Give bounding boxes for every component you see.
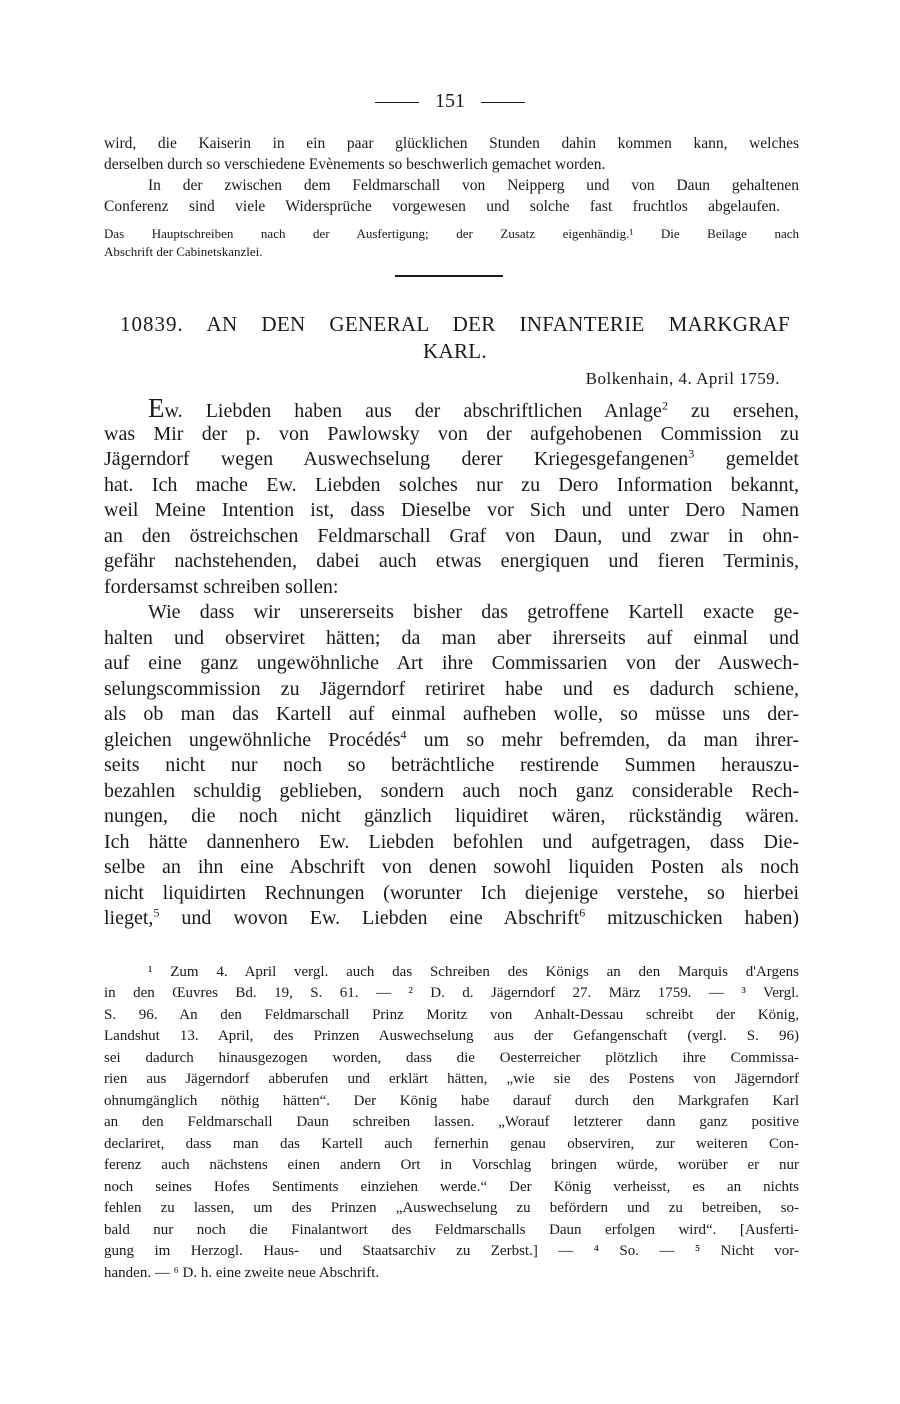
body-line: gefähr nachstehenden, dabei auch etwas energiquen und fieren Terminis, (104, 550, 799, 572)
body-line: auf eine ganz ungewöhnliche Art ihre Commissarien von der Auswech- (104, 652, 799, 674)
footnote-line: handen. — ⁶ D. h. eine zweite neue Abschrift. (104, 1265, 380, 1281)
top-line: wird, die Kaiserin in ein paar glücklichen Stunden dahin kommen kann, welches (104, 135, 799, 152)
body-line (104, 906, 799, 932)
footnote-line: ohnumgänglich nöthig hätten“. Der König habe darauf durch den Markgrafen Karl (104, 1093, 799, 1109)
body-text-span: mitzuschicken haben) (607, 907, 800, 929)
body-line: Wie dass wir unsererseits bisher das getroffene Kartell exacte ge- (148, 601, 799, 623)
footnote-line: ¹ Zum 4. April vergl. auch das Schreiben des Königs an den Marquis d'Argens (148, 964, 799, 980)
header-dash-left (375, 102, 419, 103)
body-line: fordersamst schreiben sollen: (104, 576, 339, 598)
body-text-span: Jägerndorf wegen Auswechselung derer Kriegesgefangenen (104, 448, 689, 470)
body-line (104, 728, 799, 754)
body-line: selbe an ihn eine Abschrift von denen sowohl liquiden Posten als noch (104, 856, 799, 878)
body-line: bezahlen schuldig geblieben, sondern auch noch ganz considerable Rech- (104, 780, 799, 802)
body-line: hat. Ich mache Ew. Liebden solches nur zu Dero Information bekannt, (104, 474, 799, 496)
drop-cap: E (148, 393, 165, 423)
body-line: an den östreichschen Feldmarschall Graf von Daun, und zwar in ohn- (104, 525, 799, 547)
letter-heading (120, 311, 790, 338)
body-text-span: w. Liebden haben aus der abschriftlichen Anlage (164, 400, 662, 422)
body-text-span: lieget, (104, 907, 154, 929)
footnote-ref: 2 (661, 398, 668, 413)
body-line: was Mir der p. von Pawlowsky von der aufgehobenen Commission zu (104, 423, 799, 445)
footnote-ref: 5 (153, 905, 160, 920)
place-date: Bolkenhain, 4. April 1759. (585, 369, 780, 388)
footnote-line: in den Œuvres Bd. 19, S. 61. — ² D. d. Jägerndorf 27. März 1759. — ³ Vergl. (104, 985, 799, 1001)
footnote-line: ferenz auch nächstens einen andern Ort in Vorschlag bringen würde, worüber er nur (104, 1157, 799, 1173)
top-line: Conferenz sind viele Widersprüche vorgewesen und solche fast fruchtlos abgelaufen. (104, 198, 780, 215)
provenance-note: Abschrift der Cabinetskanzlei. (104, 244, 263, 259)
body-line: weil Meine Intention ist, dass Dieselbe vor Sich und unter Dero Namen (104, 499, 799, 521)
letter-heading-line2: KARL. (423, 339, 487, 363)
footnote-line: an den Feldmarschall Daun schreiben lassen. „Worauf letzterer dann ganz positive (104, 1114, 799, 1130)
letter-number: 10839. (120, 312, 184, 336)
footnote-line: noch seines Hofes Sentiments einziehen werde.“ Der König verheisst, es an nichts (104, 1179, 799, 1195)
footnote-line: rien aus Jägerndorf abberufen und erklärt hätten, „wie sie des Postens von Jägerndorf (104, 1071, 799, 1087)
body-line (104, 447, 799, 473)
top-line: derselben durch so verschiedene Evènements so beschwerlich gemachet worden. (104, 156, 606, 173)
body-line: selungscommission zu Jägerndorf retiriret habe und es dadurch schiene, (104, 678, 799, 700)
body-line: seits nicht nur noch so beträchtliche restirende Summen herauszu- (104, 754, 799, 776)
body-line: als ob man das Kartell auf einmal aufheben wolle, so müsse uns der- (104, 703, 799, 725)
section-divider (395, 275, 503, 277)
footnote-line: fehlen zu lassen, um des Prinzen „Auswechselung zu befördern und zu betreiben, so- (104, 1200, 799, 1216)
body-line: Ich hätte dannenhero Ew. Liebden befohlen und aufgetragen, dass Die- (104, 831, 799, 853)
page-number-header (0, 88, 900, 114)
body-line: nungen, die noch nicht gänzlich liquidiret wären, rückständig wären. (104, 805, 799, 827)
footnote-ref: 3 (688, 446, 695, 461)
header-dash-right (481, 102, 525, 103)
page-number: 151 (435, 90, 465, 112)
footnote-line: bald nur noch die Finalantwort des Feldmarschalls Daun erfolgen wird“. [Ausferti- (104, 1222, 799, 1238)
body-text-span: und wovon Ew. Liebden eine Abschrift (181, 907, 580, 929)
body-text-span: zu ersehen, (691, 400, 800, 422)
footnote-ref: 4 (400, 727, 407, 742)
footnote-line: Landshut 13. April, des Prinzen Auswechselung aus der Gefangenschaft (vergl. S. 96) (104, 1028, 799, 1044)
top-line: In der zwischen dem Feldmarschall von Neipperg und von Daun gehaltenen (148, 177, 799, 194)
provenance-note: Das Hauptschreiben nach der Ausfertigung; der Zusatz eigenhändig.¹ Die Beilage nach (104, 226, 799, 241)
body-text-span: gemeldet (725, 448, 799, 470)
body-text-span: gleichen ungewöhnliche Procédés (104, 729, 401, 751)
footnote-ref: 6 (579, 905, 586, 920)
footnote-line: declariret, dass man das Kartell auch fernerhin genau observiren, zur weiteren Con- (104, 1136, 799, 1152)
footnote-line: S. 96. An den Feldmarschall Prinz Moritz von Anhalt-Dessau schreibt der König, (104, 1007, 799, 1023)
body-text-span: um so mehr befremden, da man ihrer- (423, 729, 799, 751)
body-line: halten und observiret hätten; da man aber ihrerseits auf einmal und (104, 627, 799, 649)
body-line (148, 393, 800, 425)
footnote-line: gung im Herzogl. Haus- und Staatsarchiv zu Zerbst.] — ⁴ So. — ⁵ Nicht vor- (104, 1243, 799, 1259)
body-line: nicht liquidirten Rechnungen (worunter Ich diejenige verstehe, so hierbei (104, 882, 799, 904)
heading-text: AN DEN GENERAL DER INFANTERIE MARKGRAF (206, 312, 790, 336)
footnote-line: sei dadurch hinausgezogen worden, dass die Oesterreicher plötzlich ihre Commissa- (104, 1050, 799, 1066)
